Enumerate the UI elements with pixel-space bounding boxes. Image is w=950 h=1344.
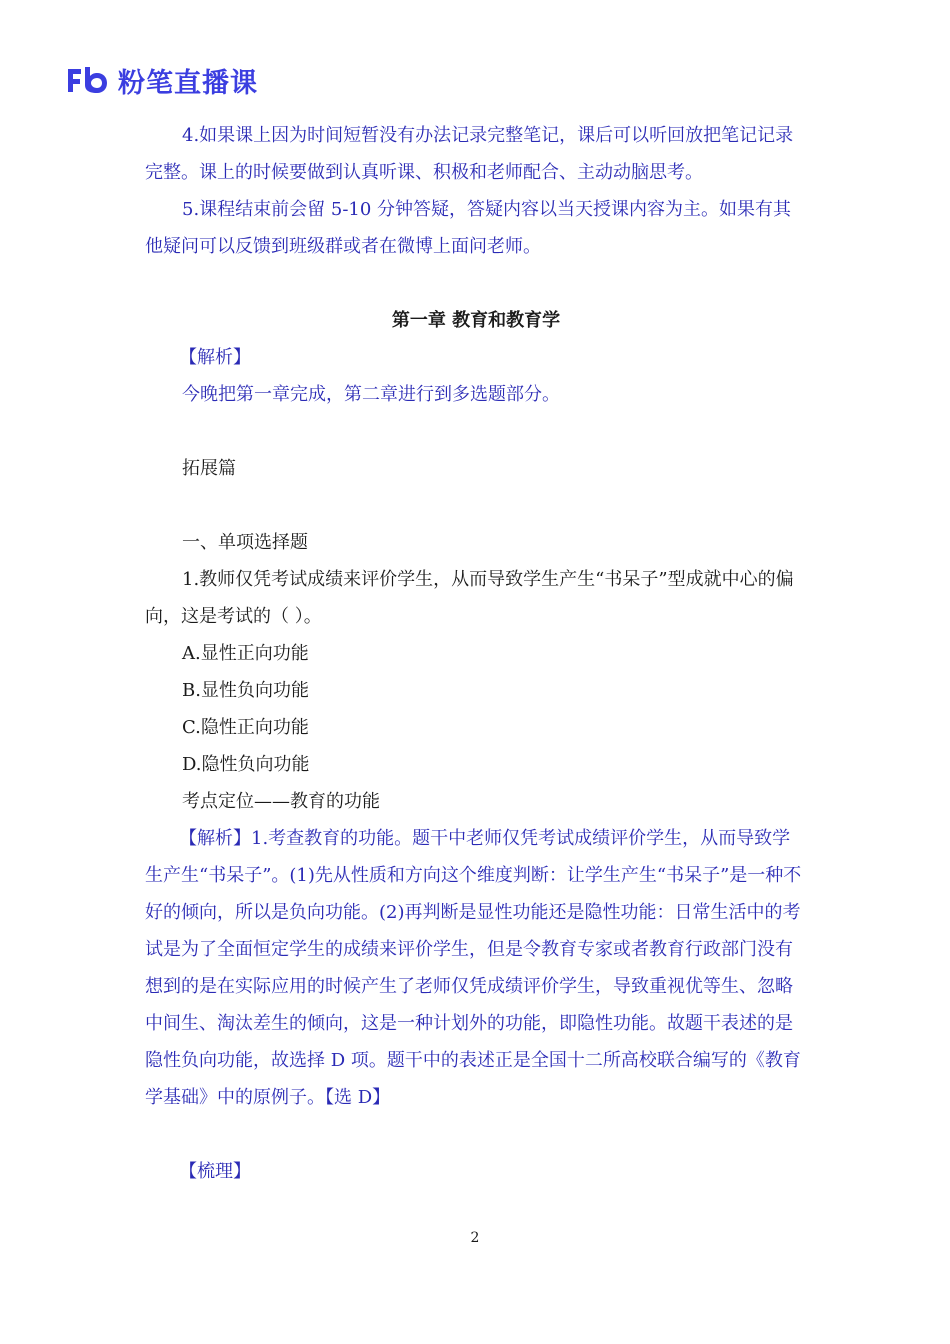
- extension-title: 拓展篇: [182, 458, 236, 479]
- chapter-analysis-label: 【解析】: [179, 347, 251, 368]
- chapter-analysis-text: 今晚把第一章完成，第二章进行到多选题部分。: [182, 384, 560, 405]
- question-analysis: 【解析】1.考查教育的功能。题干中老师仅凭考试成绩评价学生，从而导致学生产生“书呆子”。(1)先从性质和方向这个维度判断：让学生产生“书呆子”是一种不好的倾向，所以是负向功能。(2)再判断是显性功能还是隐性功能：日常生活中的考试是为了全面恒定学生的成绩来评价学生，但是令教育专家或者教育行政部门没有想到的是在实际应用的时候产生了老师仅凭成绩评价学生，导致重视优等生、忽略中间生、淘汰差生的倾向，这是一种计划外的功能，即隐性功能。故题干表述的是隐性负向功能，故选择 D 项。题干中的表述正是全国十二所高校联合编写的《教育学基础》中的原例子。【选 D】: [145, 828, 802, 1108]
- intro-item-5: 5.课程结束前会留 5-10 分钟答疑，答疑内容以当天授课内容为主。如果有其他疑问可以反馈到班级群或者在微博上面问老师。: [145, 199, 792, 257]
- section-title: 一、单项选择题: [182, 532, 308, 553]
- option-b: B.显性负向功能: [182, 680, 309, 701]
- brand-logo: [66, 62, 258, 98]
- summary-label: 【梳理】: [179, 1161, 251, 1182]
- chapter-title: 第一章 教育和教育学: [391, 310, 561, 331]
- document-body: [145, 117, 807, 1190]
- page-number: 2: [470, 1230, 480, 1246]
- option-a: A.显性正向功能: [182, 643, 309, 664]
- logo-text: 粉笔直播课: [118, 67, 258, 99]
- fb-logo-icon: [66, 65, 110, 95]
- exam-point: 考点定位——教育的功能: [182, 791, 380, 812]
- question-stem: 1.教师仅凭考试成绩来评价学生，从而导致学生产生“书呆子”型成就中心的偏向，这是考试的（ ）。: [145, 569, 794, 627]
- option-c: C.隐性正向功能: [182, 717, 309, 738]
- intro-item-4: 4.如果课上因为时间短暂没有办法记录完整笔记，课后可以听回放把笔记记录完整。课上的时候要做到认真听课、积极和老师配合、主动动脑思考。: [145, 125, 794, 183]
- option-d: D.隐性负向功能: [182, 754, 310, 775]
